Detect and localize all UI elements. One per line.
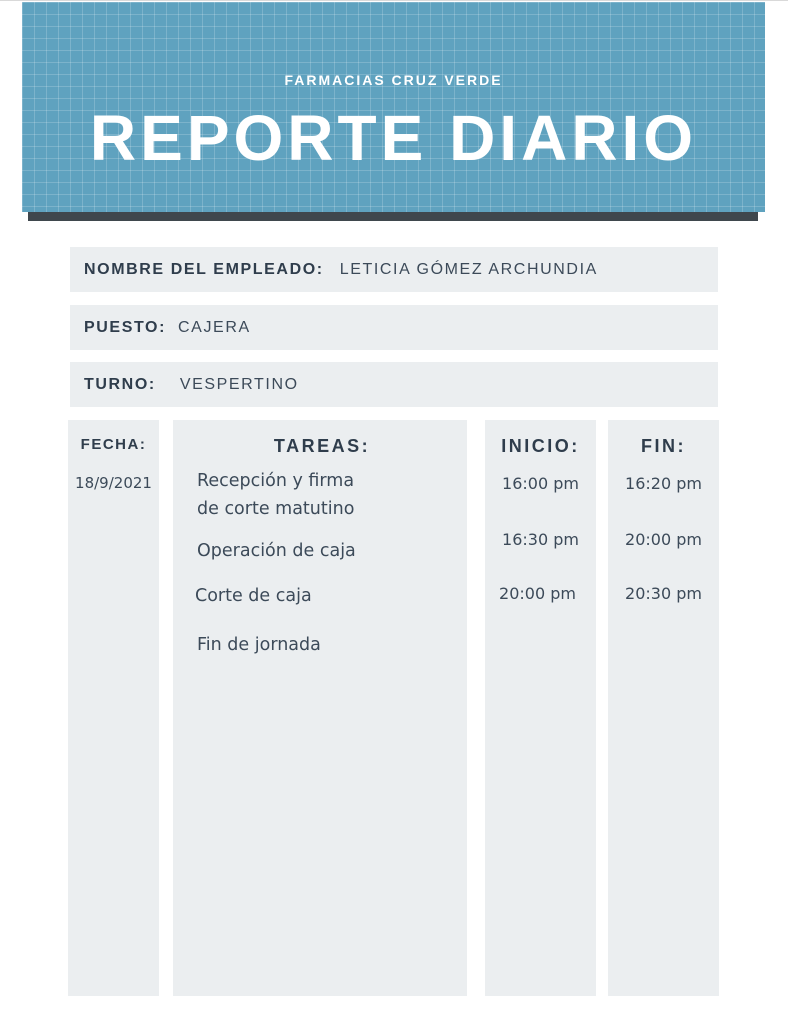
task-item: Fin de jornada (197, 635, 321, 655)
end-column (608, 420, 719, 996)
top-divider (0, 0, 788, 1)
report-title: REPORTE DIARIO (89, 102, 698, 174)
task-item: Corte de caja (195, 586, 312, 606)
shift-label: TURNO: (84, 375, 156, 393)
end-header: FIN: (641, 436, 686, 456)
start-column (485, 420, 596, 996)
task-item: Recepción y firma de corte matutino (197, 471, 355, 519)
company-name: FARMACIAS CRUZ VERDE (284, 72, 503, 88)
position-value: CAJERA (178, 318, 251, 336)
report-header (22, 2, 765, 212)
end-time: 20:30 pm (625, 584, 702, 603)
end-time: 20:00 pm (625, 530, 702, 549)
date-value: 18/9/2021 (75, 474, 152, 492)
shift-value: VESPERTINO (179, 375, 299, 393)
employee-name-row (70, 247, 718, 292)
start-time: 20:00 pm (499, 584, 576, 603)
start-time: 16:00 pm (502, 474, 579, 493)
date-column (68, 420, 159, 996)
position-row (70, 305, 718, 350)
tasks-column (173, 420, 467, 996)
start-time: 16:30 pm (502, 530, 579, 549)
task-item: Operación de caja (197, 541, 356, 561)
shift-row (70, 362, 718, 407)
header-shadow-bar (28, 212, 758, 221)
tasks-header: TAREAS: (273, 436, 371, 456)
employee-name-label: NOMBRE DEL EMPLEADO: (84, 260, 324, 278)
date-header: FECHA: (80, 436, 147, 453)
employee-name-value: LETICIA GÓMEZ ARCHUNDIA (339, 260, 598, 278)
position-label: PUESTO: (84, 318, 167, 336)
start-header: INICIO: (501, 436, 580, 456)
end-time: 16:20 pm (625, 474, 702, 493)
